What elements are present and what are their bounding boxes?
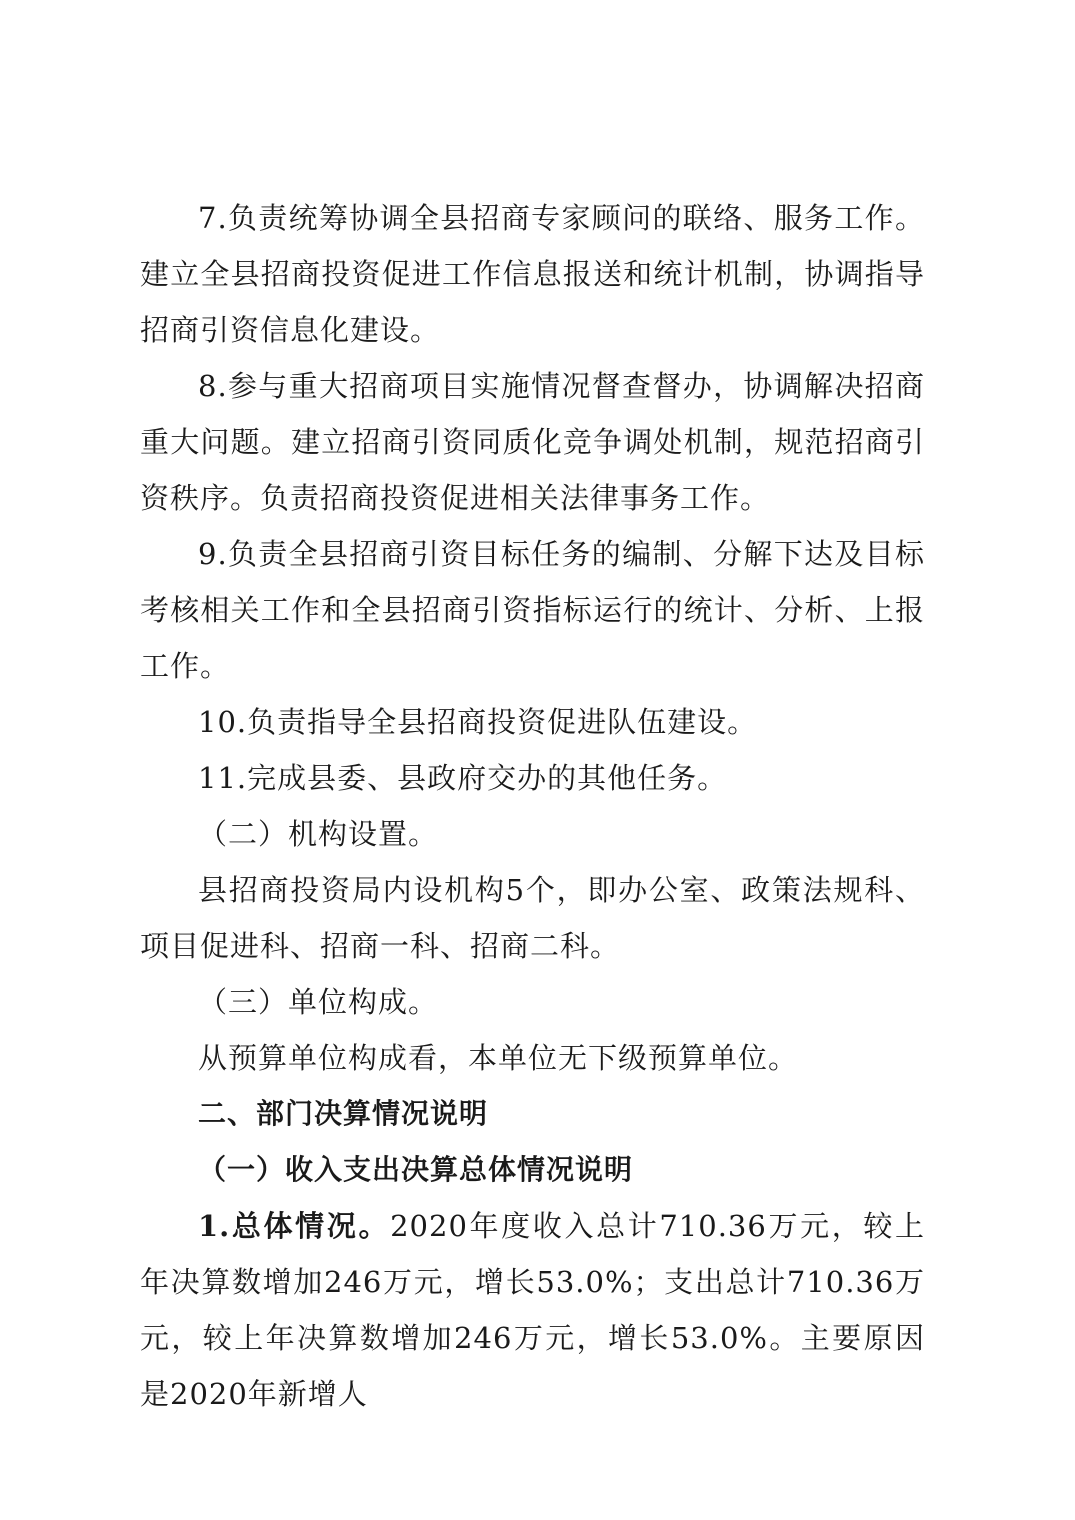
section-heading-final-accounts: 二、部门决算情况说明 [198,1097,489,1130]
document-body [140,190,925,1422]
subsection-body-organization: 县招商投资局内设机构5个，即办公室、政策法规科、项目促进科、招商一科、招商二科。 [140,873,925,963]
subsection-title-composition: （三）单位构成。 [198,985,439,1019]
paragraph-body-overall: 2020年度收入总计710.36万元，较上年决算数增加246万元，增长53.0%；支出总计710.36万元，较上年决算数增加246万元，增长53.0%。主要原因是2020年新增人 [140,1209,925,1411]
paragraph-item-10: 10.负责指导全县招商投资促进队伍建设。 [198,705,758,739]
paragraph-item-11: 11.完成县委、县政府交办的其他任务。 [198,761,728,795]
subsection-heading-overall: （一）收入支出决算总体情况说明 [198,1153,634,1186]
subsection-title-organization: （二）机构设置。 [198,817,439,851]
paragraph-overall-situation [140,1198,925,1422]
paragraph-item-8: 8.参与重大招商项目实施情况督查督办，协调解决招商重大问题。建立招商引资同质化竞争调处机制，规范招商引资秩序。负责招商投资促进相关法律事务工作。 [140,369,925,515]
paragraph-lead-overall: 1.总体情况。 [198,1209,391,1243]
paragraph-item-7: 7.负责统筹协调全县招商专家顾问的联络、服务工作。建立全县招商投资促进工作信息报送和统计机制，协调指导招商引资信息化建设。 [140,201,925,347]
subsection-body-composition: 从预算单位构成看，本单位无下级预算单位。 [198,1041,799,1075]
paragraph-item-9: 9.负责全县招商引资目标任务的编制、分解下达及目标考核相关工作和全县招商引资指标运行的统计、分析、上报工作。 [140,537,925,683]
